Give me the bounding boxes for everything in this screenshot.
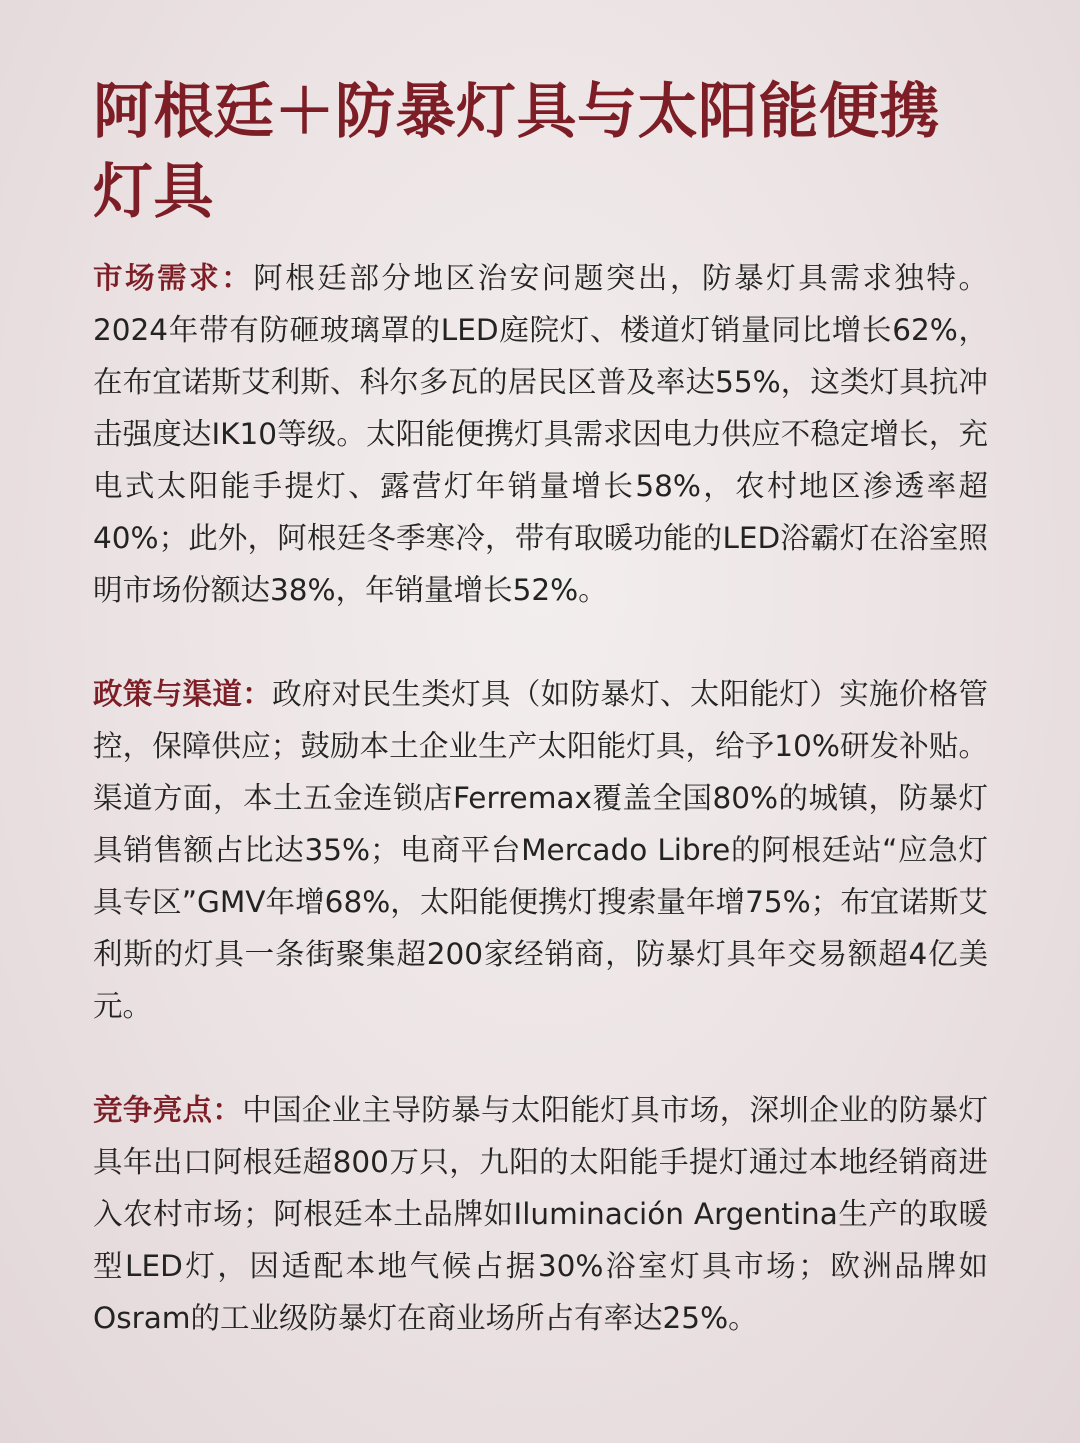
section-label: 竞争亮点： bbox=[93, 1093, 243, 1127]
section-competition bbox=[93, 1084, 988, 1344]
section-body: 阿根廷部分地区治安问题突出，防暴灯具需求独特。2024年带有防砸玻璃罩的LED庭院灯、楼道灯销量同比增长62%，在布宜诺斯艾利斯、科尔多瓦的居民区普及率达55%，这类灯具抗冲击强度达IK10等级。太阳能便携灯具需求因电力供应不稳定增长，充电式太阳能手提灯、露营灯年销量增长58%，农村地区渗透率超40%；此外，阿根廷冬季寒冷，带有取暖功能的LED浴霸灯在浴室照明市场份额达38%，年销量增长52%。 bbox=[93, 261, 988, 607]
section-body: 政府对民生类灯具（如防暴灯、太阳能灯）实施价格管控，保障供应；鼓励本土企业生产太阳能灯具，给予10%研发补贴。渠道方面，本土五金连锁店Ferremax覆盖全国80%的城镇，防暴灯具销售额占比达35%；电商平台Mercado Libre的阿根廷站“应急灯具专区”GMV年增68%，太阳能便携灯搜索量年增75%；布宜诺斯艾利斯的灯具一条街聚集超200家经销商，防暴灯具年交易额超4亿美元。 bbox=[93, 677, 988, 1023]
section-body: 中国企业主导防暴与太阳能灯具市场，深圳企业的防暴灯具年出口阿根廷超800万只，九阳的太阳能手提灯通过本地经销商进入农村市场；阿根廷本土品牌如Iluminación Argentina生产的取暖型LED灯，因适配本地气候占据30%浴室灯具市场；欧洲品牌如Osram的工业级防暴灯在商业场所占有率达25%。 bbox=[93, 1093, 988, 1335]
section-label: 政策与渠道： bbox=[93, 677, 273, 711]
content-sections bbox=[93, 252, 988, 1344]
section-label: 市场需求： bbox=[93, 261, 254, 295]
section-market-demand bbox=[93, 252, 988, 616]
section-policy-channels bbox=[93, 668, 988, 1032]
page-title: 阿根廷＋防暴灯具与太阳能便携灯具 bbox=[93, 77, 940, 227]
